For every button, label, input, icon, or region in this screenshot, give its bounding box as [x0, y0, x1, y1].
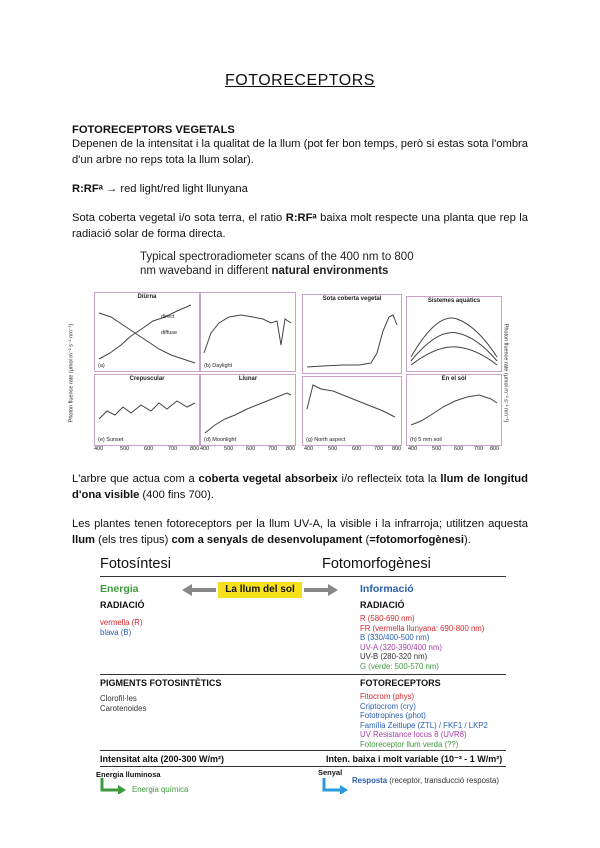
figure-caption: Typical spectroradiometer scans of the 400 nm to 800 nm waveband in different natural environments: [140, 251, 414, 277]
panel-crepuscular: Crepuscular (e) Sunset: [94, 374, 200, 446]
left-header: Fotosíntesi: [100, 556, 171, 572]
right-header: Fotomorfogènesi: [322, 556, 431, 572]
paragraph-3: L'arbre que actua com a coberta vegetal absorbeix i/o reflecteix tota la llum de longitud d'ona visible (400 fins 700).: [72, 473, 528, 501]
panel-soil: En el sòl (h) 5 mm soil: [406, 374, 502, 446]
paragraph-4: Les plantes tenen fotoreceptors per la llum UV-A, la visible i la infrarroja; utilitzen aquesta llum (els tres tipus) com a senyals de desenvolupament (=fotomorfogènesi).: [72, 518, 528, 546]
right-radiation-list: R (580-690 nm) FR (vermella llunyana: 690-800 nm) B (330/400-500 nm) UV-A (320-390/400 nm) UV-B (280-320 nm) G (verde: 500-570 nm): [360, 614, 485, 671]
y-axis-label-right: Photon fluence rate (μmol m⁻² s⁻¹ nm⁻¹): [502, 323, 509, 423]
sun-label: La llum del sol: [218, 582, 302, 598]
paragraph-2: Sota coberta vegetal i/o sota terra, el ratio R:RFᵃ baixa molt respecte una planta que rep la radiació solar de forma directa.: [72, 212, 528, 240]
ratio-line: [72, 181, 528, 197]
pigments-list: Clorofil·les Carotenoides: [100, 694, 147, 713]
arrow-right-icon: [304, 584, 338, 596]
section-heading: FOTORECEPTORS VEGETALS: [72, 124, 235, 136]
radiacio-right: RADIACIÓ: [360, 600, 405, 610]
spectroradiometer-figure: Typical spectroradiometer scans of the 400 nm to 800 nm waveband in different natural environments Photon fluence rate (μmol m⁻² s⁻¹ nm⁻¹) Photon fluence rate (μmol m⁻² s⁻¹ nm⁻¹) Diürna direct diffuse (a) (b) Daylight Sota coberta vegetal Sistemes aquàtics Crepuscular (e) Sunset Llunar (d) Moonlight (g) North aspect En el sòl (h) 5 mm soil 400 500 600 700 800 400 500 600 700 800 400 500 600 700 800 400 500 600 700 800: [68, 251, 509, 452]
energia-quimica: Energia química: [132, 785, 189, 794]
panel-llunar: Llunar (d) Moonlight: [200, 374, 296, 446]
y-axis-label-left: Photon fluence rate (μmol m⁻² s⁻¹ nm⁻¹): [68, 323, 75, 423]
informacio-label: Informació: [360, 583, 414, 595]
ratio-label: R:RFᵃ: [72, 183, 103, 195]
pigments-heading: PIGMENTS FOTOSINTÈTICS: [100, 678, 222, 688]
panel-north-aspect: (g) North aspect: [302, 376, 402, 446]
intensity-right: Inten. baixa i molt variable (10⁻³ - 1 W/m²): [326, 754, 503, 764]
senyal-label: Senyal: [318, 768, 343, 777]
energia-lluminosa: Energia lluminosa: [96, 770, 161, 779]
fotoreceptors-heading: FOTORECEPTORS: [360, 678, 441, 688]
panel-canopy: Sota coberta vegetal: [302, 294, 402, 374]
green-arrow-icon: [100, 778, 126, 794]
intro-paragraph: Depenen de la intensitat i la qualitat de la llum (pot fer bon temps, però si estas sota l'ombra d'un arbre no reps tota la llum solar).: [72, 138, 528, 166]
page-title: FOTORECEPTORS: [225, 72, 375, 89]
arrow-left-icon: [182, 584, 216, 596]
panel-diurna: Diürna direct diffuse (a): [94, 292, 200, 372]
energia-label: Energia: [100, 583, 139, 595]
fotoreceptors-list: Fitocrom (phys) Criptocrom (cry) Fototropines (phot) Família Zeitlupe (ZTL) / FKF1 / LKP2 UV Resistance locus 8 (UVR8) Fotoreceptor llum verda (??): [360, 692, 488, 749]
left-radiation-list: vermella (R) blava (B): [100, 618, 143, 637]
ratio-text: → red light/red light llunyana: [106, 183, 248, 195]
panel-aquatic: Sistemes aquàtics: [406, 296, 502, 372]
photosynthesis-vs-photomorphogenesis-table: [96, 556, 508, 800]
intensity-left: Intensitat alta (200-300 W/m²): [100, 754, 225, 764]
radiacio-left: RADIACIÓ: [100, 600, 145, 610]
panel-daylight: (b) Daylight: [200, 292, 296, 372]
blue-arrow-icon: [322, 778, 348, 794]
resposta-text: Resposta (receptor, transducció resposta): [352, 776, 499, 785]
